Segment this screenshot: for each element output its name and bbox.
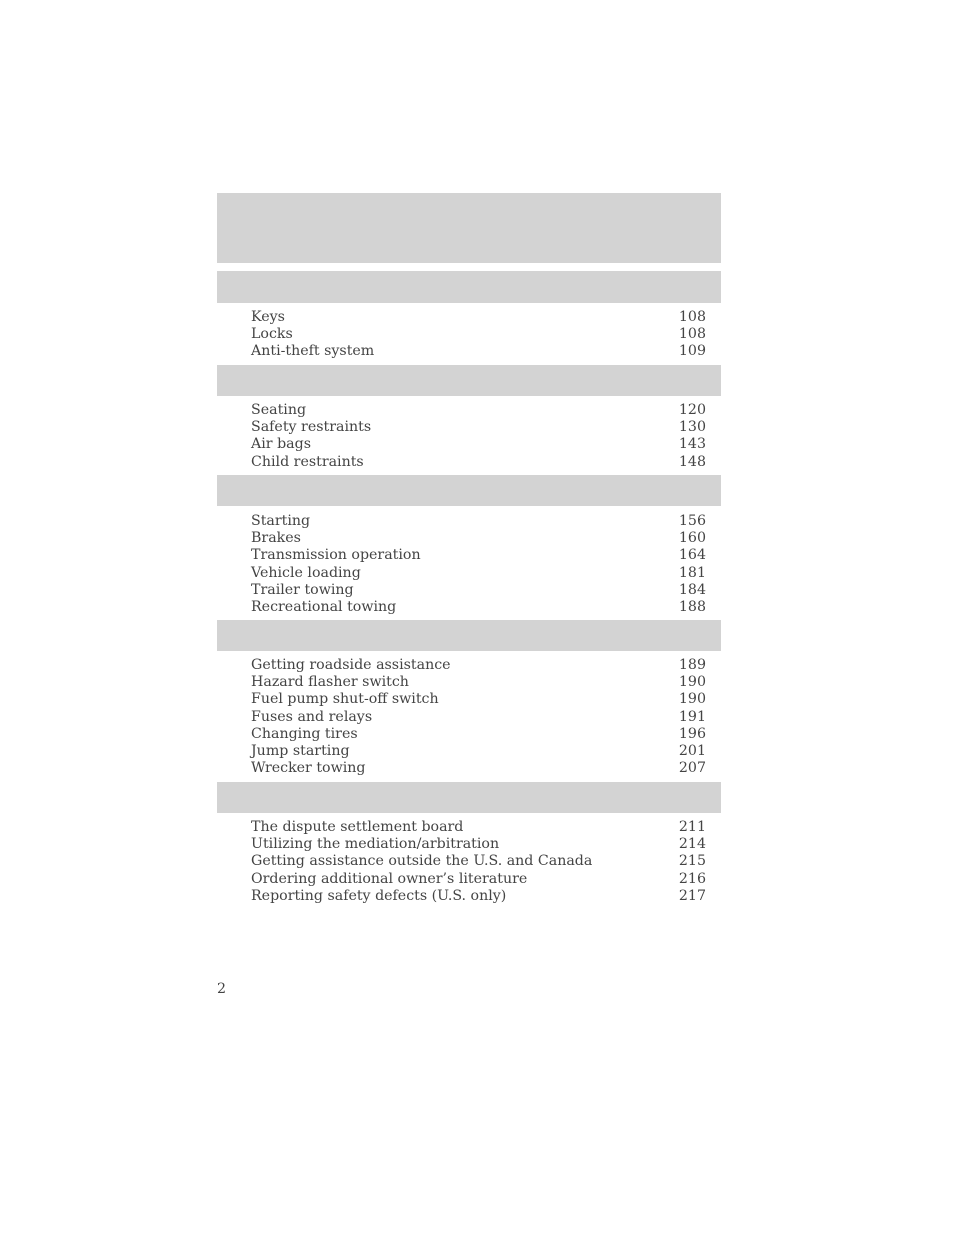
toc-entry[interactable] xyxy=(251,691,706,708)
toc-entry[interactable] xyxy=(251,343,706,360)
toc-entry-label: Fuel pump shut-off switch xyxy=(251,691,439,708)
section-header-band xyxy=(217,620,721,651)
toc-entry[interactable] xyxy=(251,582,706,599)
toc-entry-label: Starting xyxy=(251,513,311,529)
toc-entry-page: 196 xyxy=(678,725,706,742)
toc-section xyxy=(251,819,706,905)
toc-entry-label: Seating xyxy=(251,402,307,418)
toc-entry-label: Safety restraints xyxy=(251,419,372,436)
toc-entry[interactable] xyxy=(251,743,706,760)
toc-entry-page: 190 xyxy=(678,691,706,708)
toc-entry-page: 148 xyxy=(678,453,706,470)
section-header-band xyxy=(217,271,721,303)
toc-entry-page: 181 xyxy=(678,564,706,581)
toc-entry-page: 217 xyxy=(678,887,706,904)
toc-entry[interactable] xyxy=(251,819,706,836)
toc-entry[interactable] xyxy=(251,760,706,777)
toc-entry-label: Ordering additional owner’s literature xyxy=(251,870,528,887)
toc-entry-page: 164 xyxy=(678,547,706,564)
toc-entry[interactable] xyxy=(251,709,706,726)
toc-entry-page: 189 xyxy=(678,657,706,673)
toc-entry[interactable] xyxy=(251,309,706,326)
toc-entry-label: Recreational towing xyxy=(251,598,397,615)
toc-entry-page: 211 xyxy=(678,819,706,835)
toc-entry-label: Getting roadside assistance xyxy=(251,657,451,673)
toc-entry[interactable] xyxy=(251,454,706,471)
title-band xyxy=(217,193,721,263)
toc-entry[interactable] xyxy=(251,565,706,582)
toc-entry[interactable] xyxy=(251,657,706,674)
toc-entry-label: The dispute settlement board xyxy=(251,819,464,835)
toc-entry-page: 108 xyxy=(678,309,706,325)
toc-entry-page: 214 xyxy=(678,836,706,853)
toc-entry-label: Air bags xyxy=(251,436,311,453)
toc-entry-label: Anti-theft system xyxy=(251,343,375,360)
toc-entry-label: Locks xyxy=(251,326,293,343)
toc-entry[interactable] xyxy=(251,513,706,530)
toc-entry[interactable] xyxy=(251,888,706,905)
toc-entry[interactable] xyxy=(251,402,706,419)
toc-entry-page: 216 xyxy=(678,870,706,887)
toc-entry-label: Wrecker towing xyxy=(251,760,366,777)
toc-entry-label: Getting assistance outside the U.S. and Canada xyxy=(251,853,593,870)
toc-section xyxy=(251,513,706,616)
page-number: 2 xyxy=(217,981,227,997)
toc-entry[interactable] xyxy=(251,726,706,743)
toc-entry-label: Fuses and relays xyxy=(251,708,373,725)
toc-entry[interactable] xyxy=(251,853,706,870)
toc-entry-page: 143 xyxy=(678,436,706,453)
toc-entry[interactable] xyxy=(251,436,706,453)
toc-entry-label: Trailer towing xyxy=(251,581,354,598)
section-header-band xyxy=(217,782,721,813)
toc-entry-label: Reporting safety defects (U.S. only) xyxy=(251,887,507,904)
toc-entry[interactable] xyxy=(251,419,706,436)
toc-entry-label: Changing tires xyxy=(251,725,358,742)
toc-entry-page: 109 xyxy=(678,343,706,360)
toc-entry[interactable] xyxy=(251,547,706,564)
toc-entry[interactable] xyxy=(251,871,706,888)
toc-entry-page: 160 xyxy=(678,530,706,547)
toc-entry[interactable] xyxy=(251,326,706,343)
toc-entry-label: Child restraints xyxy=(251,453,364,470)
toc-entry-page: 191 xyxy=(678,708,706,725)
section-header-band xyxy=(217,365,721,396)
toc-entry-page: 188 xyxy=(678,598,706,615)
toc-section xyxy=(251,402,706,471)
toc-entry[interactable] xyxy=(251,599,706,616)
toc-entry-label: Keys xyxy=(251,309,285,325)
toc-entry-label: Transmission operation xyxy=(251,547,421,564)
toc-entry[interactable] xyxy=(251,674,706,691)
toc-section xyxy=(251,657,706,777)
toc-entry-label: Utilizing the mediation/arbitration xyxy=(251,836,500,853)
toc-entry-label: Brakes xyxy=(251,530,301,547)
section-header-band xyxy=(217,475,721,506)
toc-entry-page: 184 xyxy=(678,581,706,598)
toc-entry-label: Hazard flasher switch xyxy=(251,674,409,691)
toc-entry-page: 201 xyxy=(678,742,706,759)
toc-entry[interactable] xyxy=(251,530,706,547)
toc-entry-page: 108 xyxy=(678,326,706,343)
toc-entry-label: Vehicle loading xyxy=(251,564,361,581)
toc-entry-page: 190 xyxy=(678,674,706,691)
toc-entry-page: 156 xyxy=(678,513,706,529)
toc-entry-label: Jump starting xyxy=(251,742,350,759)
toc-entry-page: 130 xyxy=(678,419,706,436)
toc-section xyxy=(251,309,706,361)
toc-entry-page: 120 xyxy=(678,402,706,418)
toc-entry-page: 207 xyxy=(678,760,706,777)
toc-entry[interactable] xyxy=(251,836,706,853)
toc-entry-page: 215 xyxy=(678,853,706,870)
